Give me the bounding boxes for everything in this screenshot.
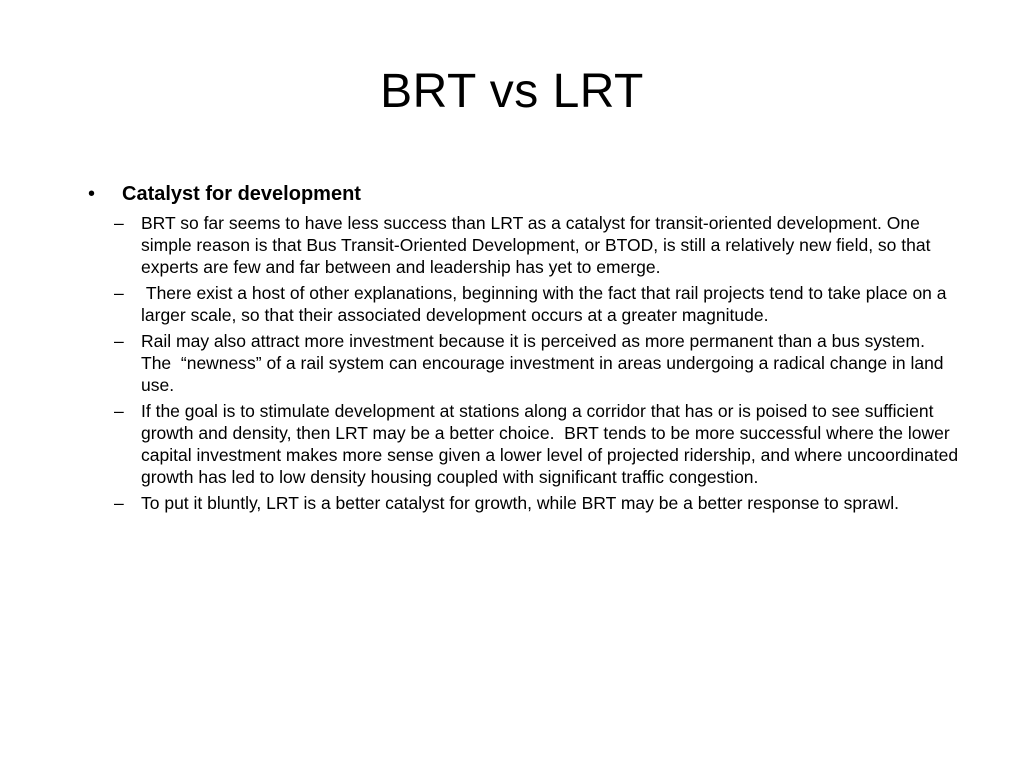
sub-bullet-item [88,282,968,326]
bullet-heading: Catalyst for development [122,183,361,205]
sub-bullet-text: To put it bluntly, LRT is a better catalyst for growth, while BRT may be a better response to sprawl. [141,493,900,513]
slide-title: BRT vs LRT [380,65,644,118]
bullet-icon: • [88,183,96,205]
dash-icon: – [114,401,124,421]
sub-bullet-list [88,212,968,514]
sub-bullet-text: If the goal is to stimulate development at stations along a corridor that has or is poised to see sufficient growth and density, then LRT may be a better choice. BRT tends to be more successful where the lower capital investment makes more sense given a lower level of projected ridership, and where uncoordinated growth has led to low density housing coupled with significant traffic congestion. [141,401,963,487]
slide-content [88,181,968,518]
sub-bullet-item [88,400,968,488]
sub-bullet-item [88,330,968,396]
dash-icon: – [114,493,124,513]
sub-bullet-item [88,492,968,514]
sub-bullet-text: There exist a host of other explanations, beginning with the fact that rail projects tend to take place on a larger scale, so that their associated development occurs at a greater magnitude. [141,283,952,325]
sub-bullet-text: BRT so far seems to have less success than LRT as a catalyst for transit-oriented development. One simple reason is that Bus Transit-Oriented Development, or BTOD, is still a relatively new field, so that experts are few and far between and leadership has yet to emerge. [141,213,931,277]
dash-icon: – [114,331,124,351]
dash-icon: – [114,213,124,233]
bullet-item [88,181,968,207]
dash-icon: – [114,283,124,303]
sub-bullet-item [88,212,968,278]
sub-bullet-text: Rail may also attract more investment because it is perceived as more permanent than a bus system. The “newness” of a rail system can encourage investment in areas undergoing a radical change in land use. [141,331,949,395]
